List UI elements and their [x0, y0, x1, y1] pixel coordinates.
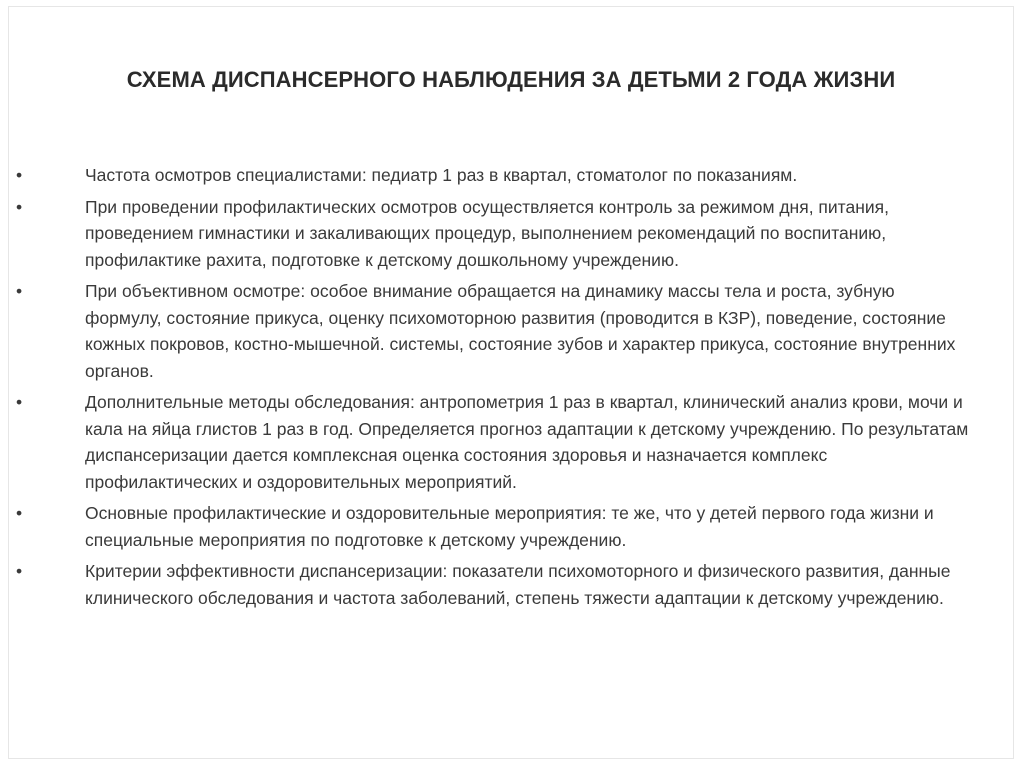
bullet-item	[9, 278, 999, 384]
bullet-dot-icon: •	[16, 165, 23, 185]
bullet-item	[9, 389, 999, 495]
bullet-dot-icon: •	[16, 196, 23, 217]
bullet-text: Дополнительные методы обследования: антропометрия 1 раз в квартал, клинический анализ крови, мочи и кала на яйца глистов 1 раз в год. Определяется прогноз адаптации к детскому учреждению. По результатам диспансеризации дается комплексная оценка состояния здоровья и назначается комплекс профилактических и оздоровительных мероприятий.	[85, 392, 969, 492]
bullet-item	[9, 194, 999, 274]
bullet-dot-icon: •	[16, 392, 23, 412]
slide	[8, 6, 1014, 759]
bullet-dot-icon: •	[16, 561, 23, 581]
bullet-text: При проведении профилактических осмотров осуществляется контроль за режимом дня, питания, проведением гимнастики и закаливающих процедур, выполнением рекомендаций по воспитанию, профилактике рахита, подготовке к детскому дошкольному учреждению.	[85, 196, 890, 270]
bullet-text: При объективном осмотре: особое внимание обращается на динамику массы тела и роста, зубную формулу, состояние прикуса, оценку психомоторною развития (проводится в КЗР), поведение, состояние кожных покровов, костно-мышечной. системы, состояние зубов и характер прикуса, состояние внутренних органов.	[85, 281, 956, 381]
bullet-item	[9, 162, 999, 189]
bullet-item	[9, 558, 999, 611]
slide-title: СХЕМА ДИСПАНСЕРНОГО НАБЛЮДЕНИЯ ЗА ДЕТЬМИ 2 ГОДА ЖИЗНИ	[126, 67, 896, 92]
bullet-text: Критерии эффективности диспансеризации: показатели психомоторного и физического развития, данные клинического обследования и частота заболеваний, степень тяжести адаптации к детскому учреждению.	[85, 561, 951, 608]
bullet-text: Основные профилактические и оздоровительные мероприятия: те же, что у детей первого года жизни и специальные мероприятия по подготовке к детскому учреждению.	[85, 503, 934, 550]
bullet-dot-icon: •	[16, 281, 23, 301]
bullet-list	[9, 162, 999, 616]
bullet-dot-icon: •	[16, 503, 23, 523]
bullet-item	[9, 500, 999, 553]
bullet-text: Частота осмотров специалистами: педиатр 1 раз в квартал, стоматолог по показаниям.	[85, 165, 798, 185]
